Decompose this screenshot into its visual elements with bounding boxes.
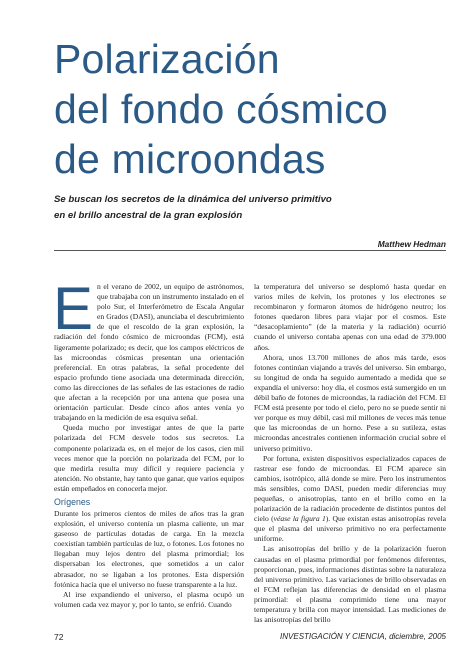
body-paragraph: Durante los primeros cientos de miles de años tras la gran explosión, el universo contenía un plasma caliente, un mar gaseoso de partículas dotadas de carga. En la mezcla coexistían también partículas de luz, o fotones. Los fotones no llegaban muy lejos dentro del plasma primordial; los dispersaban los electrones, que sometidos a un calor abrasador, no se ligaban a los protones. Esta dispersión fotónica hacía que el universo no fuese transparente a la luz. — [54, 508, 244, 589]
section-heading: Orígenes — [54, 496, 91, 507]
title-line: del fondo cósmico — [54, 86, 388, 132]
subtitle-line: Se buscan los secretos de la dinámica del universo primitivo — [54, 194, 332, 205]
body-paragraph: la temperatura del universo se desplomó hasta quedar en varios miles de kelvin, los protones y los electrones se recombinaron y formaron átomos de hidrógeno neutro; los fotones quedaron libres para viajar por el cosmos. Este “desacoplamiento” (de la materia y la radiación) ocurrió cuando el universo contaba apenas con una edad de 379.000 años. — [254, 282, 446, 352]
article-title — [54, 34, 454, 184]
body-column-right — [254, 282, 446, 625]
figure-reference: véase la figura 1 — [273, 514, 326, 524]
title-line: Polarización — [54, 36, 280, 82]
paragraph-text: ). Que existan estas anisotropías revela que el plasma del universo primitivo no era perfectamente uniforme. — [254, 514, 446, 544]
body-paragraph: Al irse expandiendo el universo, el plasma ocupó un volumen cada vez mayor y, por lo tanto, se enfrió. Cuando — [54, 589, 244, 609]
body-column-left — [53, 275, 245, 610]
body-paragraph: Ahora, unos 13.700 millones de años más tarde, esos fotones continúan viajando a través del universo. Sin embargo, su longitud de onda ha seguido aumentado a medida que se expandía el universo: hoy día, el cosmos está sumergido en un débil baño de fotones de microondas, la radiación del FCM. El FCM está presente por todo el cielo, pero no se puede sentir ni ver porque es muy débil, casi mil millones de veces más tenue que las microondas de un horno. Pese a su sutileza, estas microondas ancestrales contienen información crucial sobre el universo primitivo. — [254, 352, 446, 453]
article-subtitle — [54, 192, 444, 224]
page-number: 72 — [54, 632, 64, 642]
paragraph-text: n el verano de 2002, un equipo de astrónomos, que trabajaba con un instrumento instalado en el polo Sur, el Interferómetro de Escala Angular en Grados (DASI), anunciaba el descubrimiento de que el rescoldo de la gran explosión, la radiación del fondo cósmico de microondas (FCM), está ligeramente polarizado; es decir, que los campos eléctricos de las microondas cósmicas presentan una orientación preferencial. En otras palabras, la señal procedente del espacio profundo tiene asociada una determinada dirección, como las direcciones de las señales de las estaciones de radio que afectan a la recepción por una antena que posea una orientación particular. Desde cinco años antes venía yo trabajando en la medición de esa esquiva señal. — [54, 282, 245, 423]
drop-cap: E — [53, 275, 94, 342]
paragraph-text: Por fortuna, existen dispositivos especializados capaces de rastrear ese fondo de microondas. El FCM aparece sin cambios, isotrópico, allá donde se mire. Pero los instrumentos más sensibles, como DASI, pueden medir diferencias muy pequeñas, o anisotropías, tanto en el brillo como en la polarización de la radiación procedente de distintos puntos del cielo ( — [254, 453, 446, 524]
body-paragraph — [53, 275, 245, 423]
title-line: de microondas — [54, 136, 326, 182]
author-name: Matthew Hedman — [377, 239, 446, 249]
header-divider — [54, 250, 446, 251]
body-paragraph — [254, 454, 446, 545]
subtitle-line: en el brillo ancestral de la gran explosión — [54, 210, 243, 221]
magazine-footer: INVESTIGACIÓN Y CIENCIA, diciembre, 2005 — [280, 632, 446, 641]
body-paragraph: Las anisotropías del brillo y de la polarización fueron causadas en el plasma primordial por fenómenos diferentes, proporcionan, pues, informaciones distintas sobre la naturaleza del universo primitivo. Las variaciones de brillo observadas en el FCM reflejan las diferencias de densidad en el plasma primordial: el plasma comprimido tiene una mayor temperatura y brilla con mayor intensidad. Las mediciones de las anisotropías del brillo — [254, 544, 446, 625]
body-paragraph: Queda mucho por investigar antes de que la parte polarizada del FCM desvele todos sus secretos. La componente polarizada es, en el mejor de los casos, cien mil veces menor que la porción no polarizada del FCM, por lo que medirla resulta muy difícil y requiere paciencia y atención. No obstante, hay tanto que ganar, que varios equipos están empeñados en conocerla mejor. — [54, 423, 244, 493]
